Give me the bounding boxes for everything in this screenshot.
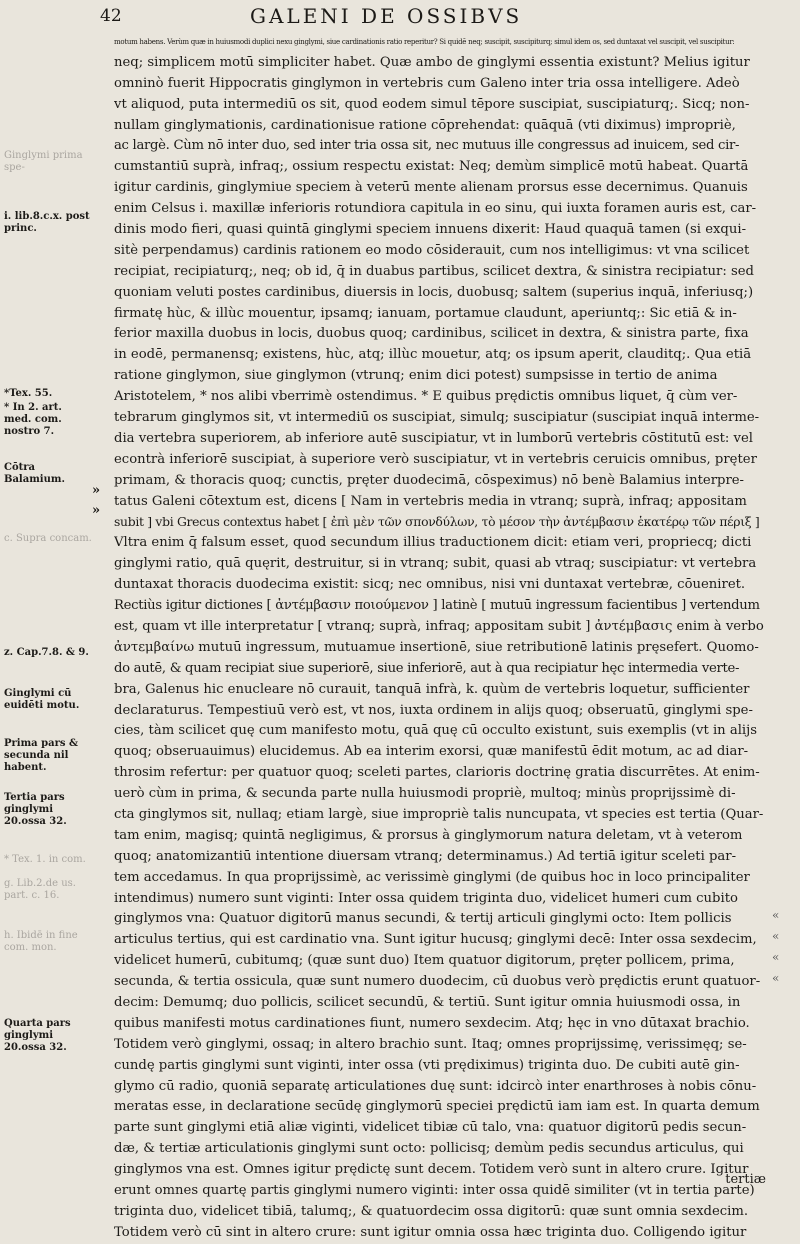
- text-line: Aristotelem, * nos alibi vberrimè ostendimus. * E quibus prędictis omnibus liquet, q̄ cùm ver-: [114, 389, 738, 405]
- margin-note: i. lib.8.c.x. post princ.: [4, 211, 90, 234]
- text-line: Totidem verò cū sint in altero crure: sunt igitur omnia ossa hæc triginta duo. Colligendo igitur: [114, 1224, 747, 1240]
- text-line: ginglymi ratio, quā quęrit, destruitur, si in vtranq; subit, quasi ab vtraq; suscipiatur: vt vertebra: [114, 556, 757, 572]
- text-line: est, quam vt ille interpretatur [ vtranq; suprà, infraq; appositam subit ] ἀντέμβασις enim à verbo: [114, 618, 764, 634]
- text-line: quibus manifesti motus cardinationes fiunt, numero sexdecim. Atq; hęc in vno dūtaxat brachio.: [114, 1015, 750, 1031]
- margin-note: c. Supra concam.: [4, 533, 92, 544]
- text-line: econtrà inferiorē suscipiat, à superiore verò suscipiatur, vt in vertebris ceruicis omnibus, pręter: [114, 451, 757, 467]
- margin-note: * Tex. 1. in com.: [4, 854, 86, 865]
- text-line: cies, tàm scilicet quę cum manifesto motu, quā quę cū occulto existunt, suis exemplis (vt in alijs: [114, 723, 758, 739]
- text-line: omninò fuerit Hippocratis ginglymon in vertebris cum Galeno inter tria ossa intelligere. Adeò: [114, 75, 740, 91]
- text-line: tatus Galeni cōtextum est, dicens [ Nam in vertebris media in vtranq; suprà, infraq; appositam: [114, 493, 747, 509]
- text-line: quoq; anatomizantiū intentione diuersam vtranq; determinamus.) Ad tertiā igitur sceleti par-: [114, 848, 737, 864]
- text-line: subit ] vbi Grecus contextus habet [ ἐπὶ μὲν τῶν σπονδύλων, τὸ μέσον τὴν ἀντέμβασιν ἑκατέρῳ τῶν πέριξ ]: [114, 515, 760, 530]
- text-line: triginta duo, videlicet tibiā, talumq;, & quatuordecim ossa digitorū: quæ sunt omnia sexdecim.: [114, 1203, 749, 1219]
- text-line: nullam ginglymationis, cardinationisue ratione cōprehendat: quāquā (vti diximus) impropriè,: [114, 117, 736, 133]
- text-line: secunda, & tertia ossicula, quæ sunt numero duodecim, cū duobus verò prędictis erunt quatuor-: [114, 974, 761, 990]
- text-line: ginglymos vna: Quatuor digitorū manus secundi, & tertij articuli ginglymi octo: Item pollicis: [114, 911, 732, 927]
- text-line: articulus tertius, qui est cardinatio vna. Sunt igitur hucusq; ginglymi decē: Inter ossa sexdecim,: [114, 932, 757, 948]
- quote-mark: «: [772, 971, 780, 985]
- margin-note: * In 2. art. med. com. nostro 7.: [4, 402, 62, 437]
- text-line: enim Celsus i. maxillæ inferioris rotundiora capitula in eo sinu, qui iuxta foramen auris est, car-: [114, 201, 757, 217]
- text-line: erunt omnes quartę partis ginglymi numero viginti: inter ossa quidē similiter (vt in tertia parte): [114, 1182, 755, 1198]
- text-line: throsim refertur: per quatuor quoq; sceleti partes, clarioris doctrinę gratia discurrētes. At enim-: [114, 765, 760, 781]
- text-line: cta ginglymos sit, nullaq; etiam largè, siue impropriè talis nuncupata, vt species est tertia (Quar-: [114, 806, 764, 822]
- text-line: decim: Demumq; duo pollicis, scilicet secundū, & tertiū. Sunt igitur omnia huiusmodi ossa, in: [114, 994, 741, 1010]
- margin-note: h. Ibidē in fine com. mon.: [4, 930, 78, 953]
- margin-note: Ginglymi cū euidēti motu.: [4, 688, 80, 711]
- text-line: uerò cùm in prima, & secunda parte nulla huiusmodi propriè, multoq; minùs proprijssimè di-: [114, 786, 736, 802]
- text-line: meratas esse, in declaratione secūdę ginglymorū speciei prędictū iam iam est. In quarta demum: [114, 1099, 760, 1115]
- page-header: [100, 4, 780, 30]
- quote-mark: «: [772, 950, 780, 964]
- text-line: in eodē, permanensq; existens, hùc, atq; illùc mouetur, atq; os ipsum aperit, clauditq;. Qua etiā: [114, 347, 752, 363]
- margin-note: Cōtra Balamium.: [4, 462, 65, 485]
- text-line: ac largè. Cùm nō inter duo, sed inter tria ossa sit, nec mutuus ille congressus ad inuicem, sed cir-: [114, 138, 740, 154]
- text-line: firmatę hùc, & illùc mouentur, ipsamq; ianuam, portamue claudunt, aperiuntq;: Sic etiā & in-: [114, 305, 737, 321]
- text-line: vt aliquod, puta intermediū os sit, quod eodem simul tēpore suscipiat, suscipiaturq;. Sicq; non-: [114, 96, 750, 112]
- text-line: ἀντεμβαίνω mutuū ingressum, mutuamue insertionē, siue retributionē latinis pręsefert. Quomo-: [114, 639, 759, 655]
- text-line: ratione ginglymon, siue ginglymon (vtrunq; enim dici potest) sumpsisse in tertio de anima: [114, 368, 718, 384]
- text-line: videlicet humerū, cubitumq; (quæ sunt duo) Item quatuor digitorum, pręter pollicem, prima,: [114, 953, 735, 969]
- margin-note: Ginglymi prima spe-: [4, 150, 83, 173]
- text-line: igitur cardinis, ginglymiue speciem à veterū mente alienam prorsus esse decernimus. Quanuis: [114, 180, 748, 196]
- margin-note: *Tex. 55.: [4, 388, 53, 399]
- text-line: ginglymos vna est. Omnes igitur prędictę sunt decem. Totidem verò sunt in altero crure. Igitur: [114, 1162, 749, 1178]
- text-line: dia vertebra superiorem, ab inferiore autē suscipiatur, vt in lumborū vertebris cōstitutū est: vel: [114, 430, 754, 446]
- text-line: parte sunt ginglymi etiā aliæ viginti, videlicet tibiæ cū talo, vna: quatuor digitorū pedis secun-: [114, 1120, 747, 1136]
- running-head: GALENI DE OSSIBVS: [250, 4, 523, 28]
- text-line: quoq; obseruauimus) elucidemus. Ab ea interim exorsi, quæ manifestū ēdit motum, ac ad diar-: [114, 744, 749, 760]
- text-line: dinis modo fieri, quasi quintā ginglymi speciem innuens dixerit: Haud quaquā tamen (si exqui-: [114, 222, 747, 238]
- margin-note: Tertia pars ginglymi 20.ossa 32.: [4, 792, 67, 827]
- text-line: ferior maxilla duobus in locis, duobus quoq; cardinibus, scilicet in dextra, & sinistra parte, fixa: [114, 326, 749, 342]
- page-number: 42: [100, 6, 122, 26]
- text-line: neq; simplicem motū simpliciter habet. Quæ ambo de ginglymi essentia existunt? Melius igitur: [114, 54, 750, 70]
- text-line: bra, Galenus hic enucleare nō curauit, tanquā infrà, k. quùm de vertebris loquetur, sufficienter: [114, 681, 750, 697]
- text-line: motum habens. Verùm quæ in huiusmodi duplici nexu ginglymi, siue cardinationis ratio reperitur? Si quidē neq; suscipit, suscipiturq; simul idem os, sed duntaxat vel suscipit, vel suscipitur:: [114, 37, 735, 46]
- margin-note: z. Cap.7.8. & 9.: [4, 647, 89, 658]
- text-line: intendimus) numero sunt viginti: Inter ossa quidem triginta duo, videlicet humeri cum cubito: [114, 890, 738, 906]
- margin-note: Prima pars & secunda nil habent.: [4, 738, 79, 773]
- quote-mark: «: [772, 908, 780, 922]
- text-line: cumstantiū suprà, infraq;, ossium respectu existat: Neq; demùm simplicē motū habeat. Quartā: [114, 159, 749, 175]
- text-line: tam enim, magisq; quintā negligimus, & prorsus à ginglymorum natura deletam, vt à veterom: [114, 827, 743, 843]
- catchword: tertiæ: [725, 1172, 766, 1187]
- text-line: cundę partis ginglymi sunt viginti, inter ossa (vti prędiximus) triginta duo. De cubiti autē gin-: [114, 1057, 740, 1073]
- quote-mark: »: [92, 503, 101, 518]
- quote-mark: «: [772, 929, 780, 943]
- quote-mark: »: [92, 483, 101, 498]
- text-line: quoniam veluti postes cardinibus, diuersis in locis, duobusq; saltem (superius inquā, inferiusq;): [114, 284, 754, 300]
- text-line: primam, & thoracis quoq; cunctis, pręter duodecimā, cōspeximus) nō benè Balamius interpre-: [114, 472, 745, 488]
- text-line: recipiat, recipiaturq;, neq; ob id, q̄ in duabus partibus, scilicet dextra, & sinistra recipiatur: sed: [114, 263, 754, 279]
- margin-note: Quarta pars ginglymi 20.ossa 32.: [4, 1018, 71, 1053]
- text-line: sitè perpendamus) cardinis rationem eo modo cōsiderauit, cum nos intelligimus: vt vna scilicet: [114, 242, 750, 258]
- margin-note: g. Lib.2.de us. part. c. 16.: [4, 878, 76, 901]
- text-line: Rectiùs igitur dictiones [ ἀντέμβασιν ποιούμενον ] latinè [ mutuū ingressum facientibus ] vertendum: [114, 598, 760, 614]
- text-line: dæ, & tertiæ articulationis ginglymi sunt octo: pollicisq; demùm pedis secundus articulus, qui: [114, 1141, 744, 1157]
- body-text: [114, 32, 768, 1244]
- text-line: do autē, & quam recipiat siue superiorē, siue inferiorē, aut à qua recipiatur hęc intermedia verte-: [114, 660, 740, 676]
- text-line: duntaxat thoracis duodecima existit: sicq; nec omnibus, nisi vni duntaxat vertebræ, cōueniret.: [114, 577, 746, 593]
- text-line: declaraturus. Tempestiuū verò est, vt nos, iuxta ordinem in alijs quoq; obseruatū, ginglymi spe-: [114, 702, 753, 718]
- text-line: Vltra enim q̄ falsum esset, quod secundum illius traductionem dicit: etiam veri, propriecq; dicti: [114, 535, 752, 551]
- text-line: Totidem verò ginglymi, ossaq; in altero brachio sunt. Itaq; omnes proprijssimę, verissimęq; se-: [114, 1036, 747, 1052]
- text-line: tebrarum ginglymos sit, vt intermediū os suscipiat, simulq; suscipiatur (suscipiat inquā interme-: [114, 410, 760, 426]
- text-line: glymo cū radio, quoniā separatę articulationes duę sunt: idcircò inter enarthroses à nobis cōnu-: [114, 1078, 757, 1094]
- text-line: tem accedamus. In qua proprijssimè, ac verissimè ginglymi (de quibus hoc in loco principaliter: [114, 869, 750, 885]
